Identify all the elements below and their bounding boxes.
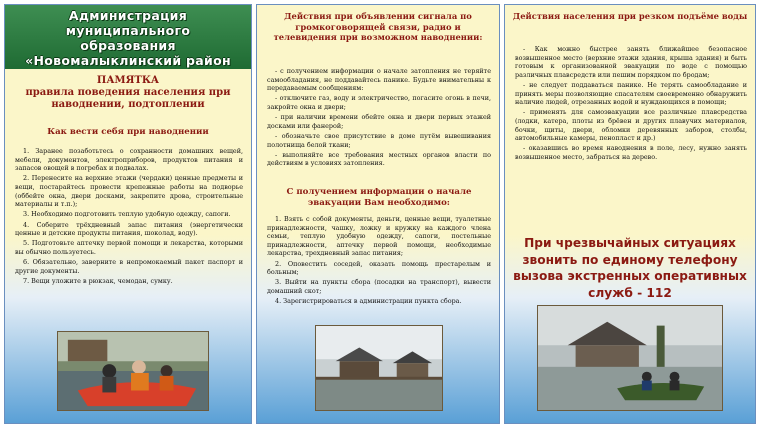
rising-water-list <box>515 45 747 163</box>
banner-line: Администрация <box>68 8 188 23</box>
signal-actions-heading: Действия при объявлении сигнала по громкоговорящей связи, радио и телевидения при возможном наводнении: <box>273 11 483 43</box>
banner-line: «Новомалыклинский район <box>25 53 231 68</box>
list-item: - не следует поддаваться панике. Не терять самообладание и принять меры позволяющие спасателям своевременно обнаружить наличие людей, отрезанных водой и нуждающихся в помощи; <box>515 80 747 107</box>
list-item: 2. Оповестить соседей, оказать помощь престарелым и больным; <box>267 259 491 277</box>
list-item: 3. Выйти на пункты сбора (посадки на транспорт), вывести домашний скот; <box>267 278 491 295</box>
list-item: - обозначьте свое присутствие в доме путём вывешивания полотнища белой ткани; <box>267 131 491 149</box>
list-item: 1. Взять с собой документы, деньги, ценные вещи, туалетные принадлежности, чашку, ложку и кружку на каждого члена семьи, теплую удобную одежду, сапоги, постельные принадлежности, аптечку первой помощи, необходимые лекарства, трехдневный запас питания; <box>267 215 491 258</box>
list-item: 2. Перенесите на верхние этажи (чердаки) ценные предметы и вещи, постарайтесь провести крепежные работы на подворье (оббейте окна, двери досками, закрепите дрова, строительные материалы и т.п.); <box>15 174 243 209</box>
flooded-houses-photo <box>315 325 443 411</box>
administration-banner <box>5 5 251 69</box>
evacuation-list <box>267 215 491 307</box>
list-item: - оказавшись во время наводнения в поле, лесу, нужно занять возвышенное место, забраться на дерево. <box>515 144 747 161</box>
emergency-phone-notice: При чрезвычайных ситуациях звонить по единому телефону вызова экстренных оперативных служб - 112 <box>513 236 747 300</box>
list-item: 4. Соберите трёхдневный запас питания (энергетически ценные и детские продукты питания, шоколад, воду). <box>15 220 243 238</box>
flood-evacuation-photo <box>537 305 723 411</box>
signal-actions-column <box>256 4 500 424</box>
preparation-list <box>15 147 243 287</box>
list-item: 3. Необходимо подготовить теплую удобную одежду, сапоги. <box>23 210 231 219</box>
list-item: 1. Заранее позаботьтесь о сохранности домашних вещей, мебели, документов, электроприборов, продуктов питания и запасов овощей в погребах и подвалах. <box>15 147 243 173</box>
signal-actions-list <box>267 67 491 170</box>
list-item: 6. Обязательно, заверните в непромокаемый пакет паспорт и другие документы. <box>15 258 243 275</box>
memo-title: ПАМЯТКА <box>96 75 160 86</box>
rising-water-heading: Действия населения при резком подъёме воды <box>512 11 748 21</box>
list-item: 4. Зарегистрироваться в администрации пункта сбора. <box>275 297 462 306</box>
memo-column <box>4 4 252 424</box>
list-item: - выполняйте все требования местных органов власти по действиям в условиях затопления. <box>267 150 491 168</box>
list-item: 7. Вещи уложите в рюкзак, чемодан, сумку. <box>23 276 173 285</box>
memo-title-block <box>5 75 251 111</box>
banner-line: образования <box>80 38 176 53</box>
list-item: 5. Подготовьте аптечку первой помощи и лекарства, которыми вы обычно пользуетесь. <box>15 239 243 256</box>
evacuation-heading: С получением информации о начале эвакуации Вам необходимо: <box>286 187 472 208</box>
list-item: - отключите газ, воду и электричество, погасите огонь в печи, закройте окна и двери; <box>267 94 491 111</box>
rising-water-column <box>504 4 756 424</box>
list-item: - Как можно быстрее занять ближайшее безопасное возвышенное место (верхние этажи здания, крыша здания) и быть готовым к организованной эвакуации по воде с помощью различных плавсредств или пешим порядком по бродам; <box>515 45 747 79</box>
flood-behavior-heading: Как вести себя при наводнении <box>47 127 209 137</box>
rescue-boat-photo <box>57 331 209 411</box>
list-item: - с получением информации о начале затопления не теряйте самообладания, не поддавайтесь панике. Будьте внимательны к передаваемым сообщениям: <box>267 67 491 93</box>
list-item: - применять для самоэвакуации все различные плавсредства (лодки, катера, плоты из брёвен и других плавучих материалов, бочки, щиты, двери, обломки деревянных заборов, столбы, автомобильные камеры, пенопласт и др.) <box>515 108 747 143</box>
banner-line: муниципального <box>65 23 191 38</box>
memo-subtitle: правила поведения населения при наводнении, подтоплении <box>25 87 231 110</box>
list-item: - при наличии времени обейте окна и двери первых этажей досками или фанерой; <box>267 113 491 130</box>
